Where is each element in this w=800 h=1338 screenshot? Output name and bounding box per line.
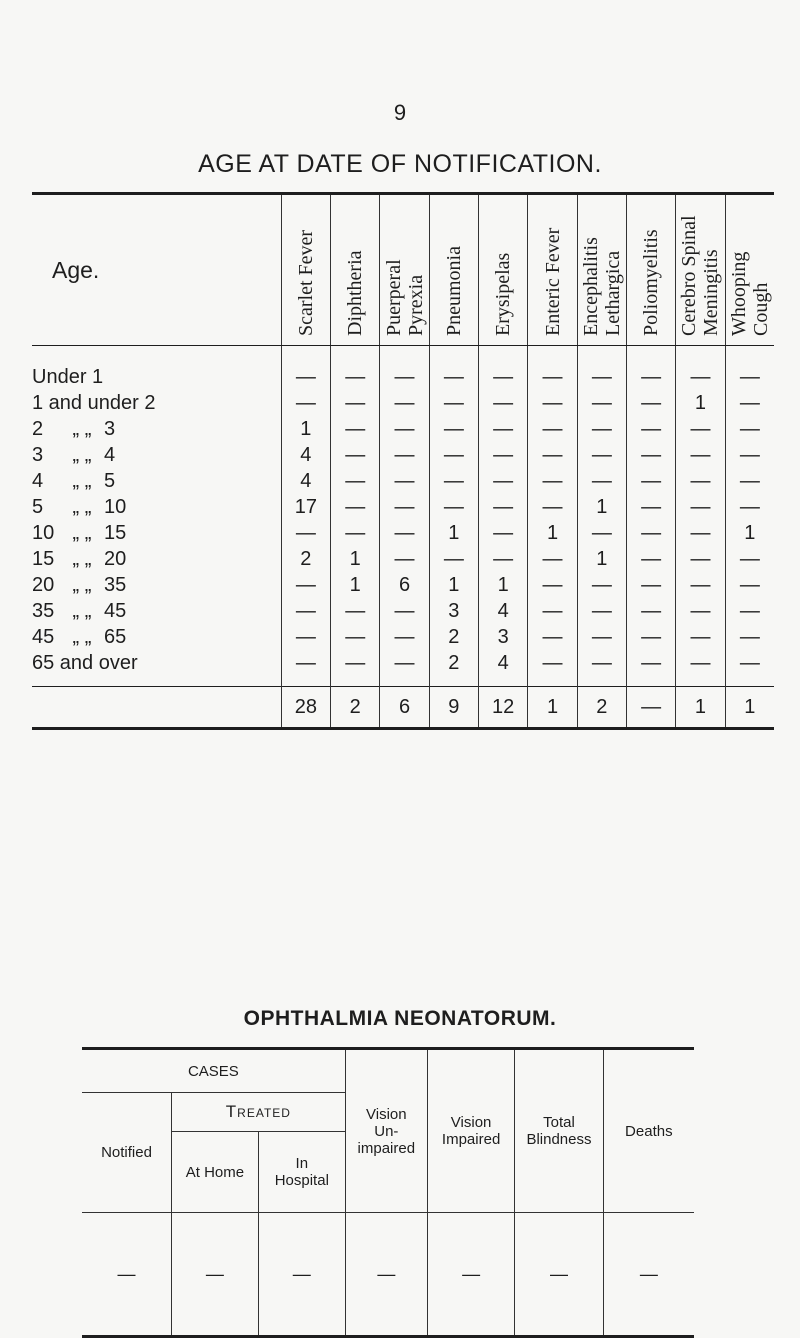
count-cell: — [725,442,774,468]
col-header-whooping-cough [725,194,774,346]
count-cell: — [479,442,528,468]
total-cell: 2 [577,687,626,729]
count-cell: — [429,390,478,416]
count-cell: — [281,520,330,546]
count-cell: — [676,572,725,598]
age-range-cell [32,416,281,442]
count-cell: — [281,346,330,391]
count-cell: — [331,650,380,687]
count-cell: 1 [528,520,577,546]
age-range-cell [32,572,281,598]
count-cell: — [479,520,528,546]
count-cell: — [528,650,577,687]
count-cell: — [380,650,429,687]
count-cell: — [281,390,330,416]
age-range-cell [32,494,281,520]
count-cell: — [627,598,676,624]
count-cell: 4 [281,468,330,494]
count-cell: — [676,520,725,546]
age-range-start: 15 [32,547,55,570]
age-row [32,442,774,468]
page-number: 9 [393,100,407,125]
ditto-marks: „ „ [72,521,92,544]
count-cell: — [331,416,380,442]
age-range-start: 65 and over [32,651,138,674]
age-row [32,572,774,598]
count-cell: — [577,598,626,624]
age-range-end: 35 [104,573,127,596]
cases-header: CASES [82,1049,345,1093]
ditto-marks: „ „ [72,547,92,570]
count-cell: 3 [429,598,478,624]
count-cell: — [676,442,725,468]
count-cell: — [725,468,774,494]
vision-unimpaired-value: — [345,1213,427,1337]
totals-label-cell [32,687,281,729]
count-cell: — [725,598,774,624]
count-cell: 1 [429,572,478,598]
count-cell: — [528,346,577,391]
col-header-encephalitis [577,194,626,346]
count-cell: — [331,598,380,624]
count-cell: — [479,346,528,391]
ditto-marks: „ „ [72,625,92,648]
count-cell: — [577,416,626,442]
count-cell: — [627,416,676,442]
count-cell: 6 [380,572,429,598]
count-cell: — [331,390,380,416]
count-cell: 17 [281,494,330,520]
col-label: Pneumonia [442,246,465,336]
count-cell: — [627,572,676,598]
count-cell: — [281,598,330,624]
age-column-header: Age. [32,194,281,346]
age-range-start: 4 [32,469,44,492]
count-cell: — [479,468,528,494]
count-cell: — [479,416,528,442]
count-cell: — [331,520,380,546]
count-cell: 2 [429,624,478,650]
notified-header: Notified [82,1093,171,1213]
count-cell: — [331,346,380,391]
count-cell: — [725,390,774,416]
at-home-value: — [171,1213,258,1337]
ditto-marks: „ „ [72,417,92,440]
count-cell: — [528,598,577,624]
count-cell: 1 [577,494,626,520]
age-range-cell [32,346,281,391]
count-cell: — [380,390,429,416]
in-hospital-value: — [258,1213,345,1337]
total-cell: 6 [380,687,429,729]
count-cell: — [429,494,478,520]
col-header-cerebro-spinal [676,194,725,346]
age-row [32,598,774,624]
count-cell: — [528,416,577,442]
count-cell: — [429,442,478,468]
age-row [32,650,774,687]
age-range-start: 2 [32,417,44,440]
col-header-erysipelas [479,194,528,346]
age-row [32,346,774,391]
age-range-start: 10 [32,521,55,544]
col-label: Enteric Fever [541,227,564,336]
count-cell: — [528,442,577,468]
count-cell: — [528,468,577,494]
count-cell: — [281,624,330,650]
count-cell: — [281,650,330,687]
count-cell: — [429,416,478,442]
count-cell: — [676,416,725,442]
age-range-cell [32,520,281,546]
count-cell: — [380,598,429,624]
count-cell: — [676,346,725,391]
col-header-scarlet-fever [281,194,330,346]
ditto-marks: „ „ [72,443,92,466]
count-cell: 1 [331,546,380,572]
count-cell: 2 [429,650,478,687]
count-cell: — [380,442,429,468]
vision-unimpaired-header: Vision Un- impaired [345,1049,427,1213]
total-cell: 2 [331,687,380,729]
count-cell: — [380,624,429,650]
totals-row [32,687,774,729]
age-range-cell [32,390,281,416]
count-cell: 1 [577,546,626,572]
count-cell: — [676,494,725,520]
count-cell: — [725,346,774,391]
count-cell: — [528,572,577,598]
total-blindness-header: Total Blindness [515,1049,603,1213]
deaths-value: — [603,1213,694,1337]
col-label: Scarlet Fever [294,229,317,336]
count-cell: — [627,650,676,687]
count-cell: — [380,546,429,572]
col-label: Whooping Cough [727,251,772,336]
count-cell: — [627,624,676,650]
count-cell: — [429,346,478,391]
count-cell: — [577,624,626,650]
age-row [32,390,774,416]
count-cell: — [380,520,429,546]
count-cell: 1 [331,572,380,598]
count-cell: — [627,546,676,572]
count-cell: 1 [429,520,478,546]
age-range-end: 5 [104,469,116,492]
age-notification-table [32,192,774,730]
col-header-diphtheria [331,194,380,346]
count-cell: — [725,624,774,650]
count-cell: — [725,572,774,598]
total-cell: 9 [429,687,478,729]
count-cell: — [380,494,429,520]
count-cell: — [331,494,380,520]
count-cell: — [479,546,528,572]
age-range-end: 4 [104,443,116,466]
age-table-header-row [32,194,774,346]
count-cell: — [577,346,626,391]
count-cell: 4 [479,598,528,624]
col-header-pneumonia [429,194,478,346]
count-cell: — [380,468,429,494]
vision-impaired-value: — [427,1213,514,1337]
count-cell: — [380,346,429,391]
count-cell: 1 [281,416,330,442]
total-cell: 12 [479,687,528,729]
ditto-marks: „ „ [72,599,92,622]
total-cell: 1 [676,687,725,729]
col-label: Encephalitis Lethargica [579,237,624,336]
count-cell: — [429,546,478,572]
count-cell: — [331,442,380,468]
count-cell: — [331,468,380,494]
count-cell: — [676,546,725,572]
count-cell: — [528,390,577,416]
count-cell: — [380,416,429,442]
total-cell: 1 [528,687,577,729]
age-range-start: 5 [32,495,44,518]
age-range-start: 1 and under 2 [32,391,156,414]
age-row [32,468,774,494]
age-row [32,624,774,650]
age-range-start: 20 [32,573,55,596]
count-cell: 1 [676,390,725,416]
age-row [32,416,774,442]
notified-value: — [82,1213,171,1337]
count-cell: — [577,442,626,468]
count-cell: — [627,390,676,416]
count-cell: — [577,650,626,687]
count-cell: — [577,390,626,416]
count-cell: — [725,494,774,520]
age-range-cell [32,598,281,624]
count-cell: — [676,468,725,494]
ditto-marks: „ „ [72,573,92,596]
total-cell: — [627,687,676,729]
count-cell: — [627,520,676,546]
total-cell: 28 [281,687,330,729]
count-cell: 4 [281,442,330,468]
count-cell: — [528,546,577,572]
ophthalmia-title: OPHTHALMIA NEONATORUM. [243,1007,557,1030]
col-header-poliomyelitis [627,194,676,346]
age-range-cell [32,624,281,650]
age-range-end: 3 [104,417,116,440]
count-cell: — [577,468,626,494]
age-range-start: 45 [32,625,55,648]
age-range-end: 20 [104,547,127,570]
age-range-cell [32,650,281,687]
count-cell: — [331,624,380,650]
age-range-end: 15 [104,521,127,544]
count-cell: 4 [479,650,528,687]
age-range-end: 45 [104,599,127,622]
count-cell: — [725,546,774,572]
col-label: Diphtheria [344,250,367,336]
at-home-header: At Home [171,1132,258,1213]
count-cell: — [676,598,725,624]
ophthalmia-table [82,1047,694,1338]
total-blindness-value: — [515,1213,603,1337]
count-cell: — [627,494,676,520]
age-range-cell [32,468,281,494]
age-row [32,520,774,546]
age-table-title: AGE AT DATE OF NOTIFICATION. [198,150,602,178]
age-range-start: Under 1 [32,365,104,388]
count-cell: — [577,572,626,598]
count-cell: — [725,416,774,442]
ditto-marks: „ „ [72,469,92,492]
count-cell: — [577,520,626,546]
count-cell: — [429,468,478,494]
age-row [32,494,774,520]
treated-header: Treated [171,1093,345,1132]
count-cell: — [676,624,725,650]
deaths-header: Deaths [603,1049,694,1213]
count-cell: — [528,494,577,520]
total-cell: 1 [725,687,774,729]
count-cell: — [627,442,676,468]
age-range-cell [32,442,281,468]
col-label: Cerebro Spinal Meningitis [678,215,723,336]
ditto-marks: „ „ [72,495,92,518]
count-cell: — [479,390,528,416]
count-cell: 2 [281,546,330,572]
count-cell: — [676,650,725,687]
age-row [32,546,774,572]
age-range-cell [32,546,281,572]
count-cell: — [281,572,330,598]
age-range-start: 35 [32,599,55,622]
col-label: Poliomyelitis [640,229,663,336]
col-label: Erysipelas [492,252,515,336]
age-range-end: 10 [104,495,127,518]
count-cell: — [725,650,774,687]
vision-impaired-header: Vision Impaired [427,1049,514,1213]
count-cell: 1 [479,572,528,598]
oph-header-row-1 [82,1049,694,1093]
age-table-body [32,346,774,687]
col-label: Puerperal Pyrexia [382,259,427,336]
in-hospital-header: In Hospital [258,1132,345,1213]
age-range-end: 65 [104,625,127,648]
count-cell: — [627,346,676,391]
age-range-start: 3 [32,443,44,466]
col-header-puerperal-pyrexia [380,194,429,346]
count-cell: 3 [479,624,528,650]
count-cell: — [479,494,528,520]
count-cell: — [627,468,676,494]
count-cell: 1 [725,520,774,546]
col-header-enteric-fever [528,194,577,346]
count-cell: — [528,624,577,650]
